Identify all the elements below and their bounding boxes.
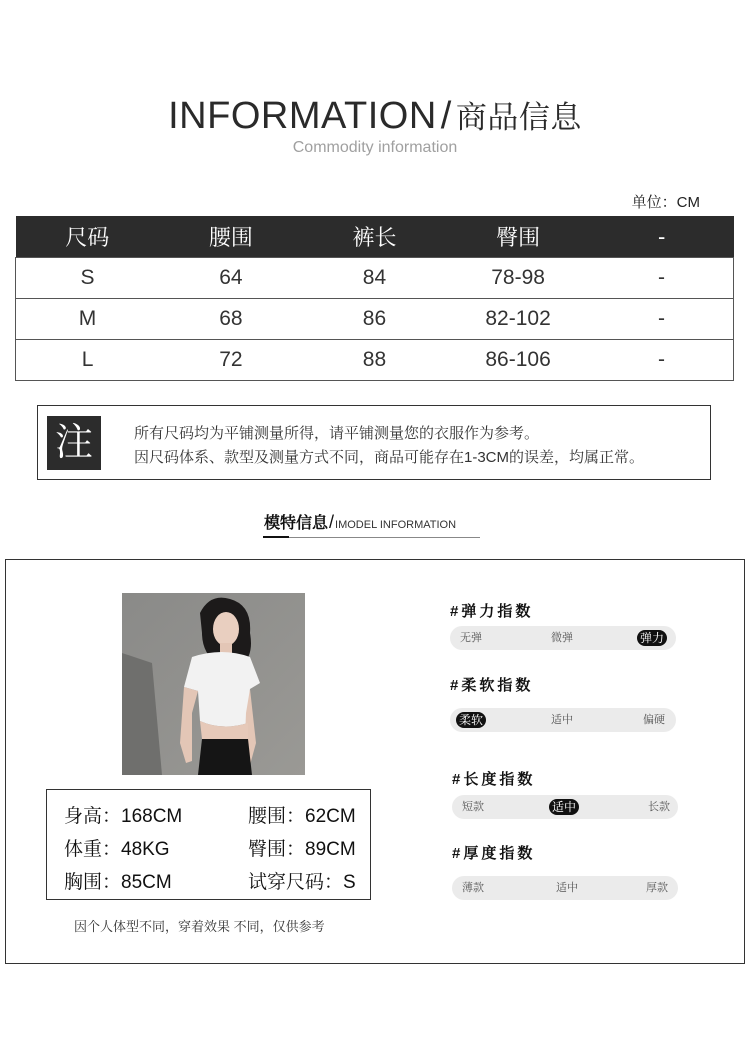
table-cell: S	[16, 258, 160, 299]
model-title-underline-accent	[263, 536, 289, 538]
elasticity-index-bar	[450, 626, 676, 650]
softness-index-bar	[450, 708, 676, 732]
stat-weight: 体重：48KG	[64, 839, 170, 860]
table-cell: 72	[159, 340, 303, 381]
stat-waist: 腰围：62CM	[248, 806, 356, 827]
model-stats-box	[46, 789, 371, 900]
length-option-short: 短款	[462, 801, 484, 813]
length-option-medium-selected: 适中	[549, 799, 579, 815]
table-cell: 64	[159, 258, 303, 299]
length-index-title: #长度指数	[452, 771, 536, 788]
page-subtitle: Commodity information	[292, 139, 458, 156]
size-header-size: 尺码	[16, 216, 160, 258]
size-header-waist: 腰围	[159, 216, 303, 258]
stat-height: 身高：168CM	[64, 806, 183, 827]
stat-hip: 臀围：89CM	[248, 839, 356, 860]
size-header-length: 裤长	[303, 216, 447, 258]
thickness-index-title: #厚度指数	[452, 845, 536, 862]
table-cell: -	[590, 299, 734, 340]
model-section-title	[264, 510, 456, 533]
table-cell: L	[16, 340, 160, 381]
size-table-header-row	[16, 216, 734, 258]
stat-bust: 胸围：85CM	[64, 872, 172, 893]
title-cn: 商品信息	[455, 100, 582, 135]
table-cell: -	[590, 340, 734, 381]
model-title-underline	[289, 537, 480, 538]
table-cell: 88	[303, 340, 447, 381]
unit-label: 单位：CM	[631, 194, 700, 211]
table-cell: 86	[303, 299, 447, 340]
table-cell: 84	[303, 258, 447, 299]
model-title-separator: /	[329, 512, 335, 532]
thickness-option-thin: 薄款	[462, 882, 484, 894]
table-cell: M	[16, 299, 160, 340]
note-box	[37, 405, 711, 480]
softness-option-soft-selected: 柔软	[456, 712, 486, 728]
table-row	[16, 340, 734, 381]
model-title-cn: 模特信息	[264, 515, 329, 532]
model-info-frame	[5, 559, 745, 964]
elasticity-index-title: #弹力指数	[450, 603, 534, 620]
model-photo	[122, 593, 305, 775]
table-cell: 82-102	[446, 299, 590, 340]
thickness-index-bar	[452, 876, 678, 900]
title-separator: /	[440, 95, 452, 137]
title-en: INFORMATION	[168, 95, 437, 137]
size-table	[15, 216, 734, 381]
softness-option-hard: 偏硬	[643, 714, 665, 726]
elasticity-option-elastic-selected: 弹力	[637, 630, 667, 646]
model-photo-illustration	[122, 593, 305, 775]
thickness-option-thick: 厚款	[646, 882, 668, 894]
note-line-2: 因尺码体系、款型及测量方式不同，商品可能存在1-3CM的误差，均属正常。	[134, 449, 645, 466]
table-cell: -	[590, 258, 734, 299]
model-disclaimer: 因个人体型不同，穿着效果 不同，仅供参考	[74, 919, 325, 934]
note-line-1: 所有尺码均为平铺测量所得，请平铺测量您的衣服作为参考。	[134, 425, 540, 442]
thickness-option-medium: 适中	[556, 882, 578, 894]
note-badge: 注	[47, 416, 101, 470]
size-header-extra: -	[590, 216, 734, 258]
page-title	[0, 92, 750, 138]
softness-index-title: #柔软指数	[450, 677, 534, 694]
table-cell: 68	[159, 299, 303, 340]
softness-option-medium: 适中	[551, 714, 573, 726]
table-cell: 86-106	[446, 340, 590, 381]
elasticity-option-none: 无弹	[460, 632, 482, 644]
elasticity-option-slight: 微弹	[551, 632, 573, 644]
length-option-long: 长款	[648, 801, 670, 813]
length-index-bar	[452, 795, 678, 819]
table-row	[16, 299, 734, 340]
table-cell: 78-98	[446, 258, 590, 299]
model-title-en: IMODEL INFORMATION	[335, 519, 457, 531]
stat-trial-size: 试穿尺码：S	[248, 872, 356, 893]
table-row	[16, 258, 734, 299]
size-header-hip: 臀围	[446, 216, 590, 258]
